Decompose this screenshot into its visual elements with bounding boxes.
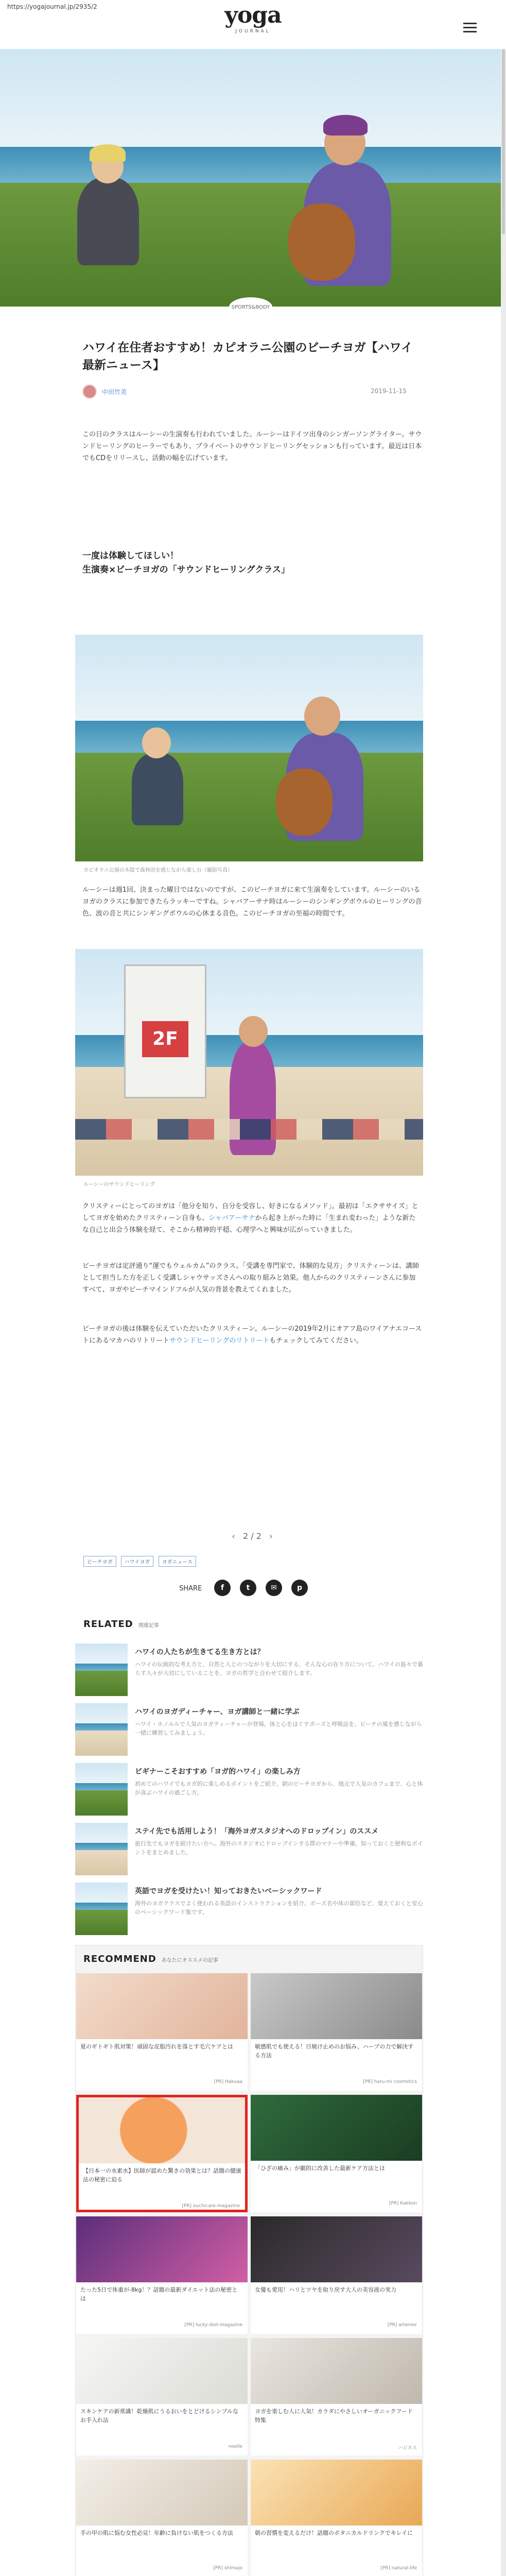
- recommend-title[interactable]: 「ひざの痛み」が劇的に改善した最新ケア方法とは: [255, 2165, 385, 2172]
- related-desc: ハワイ・ホノルルで人気のヨガティーチャーが登場。体と心をほぐすポーズと呼吸法を、ビーチの風を感じながら一緒に練習してみましょう。: [135, 1721, 422, 1736]
- paragraph-4: ビーチヨガは定評通り“運でもウェルカム”のクラス。「受講を専門家で、体験的な見方」クリスティーンは、講師として担当した方を正しく受講しシャウサッズさんへの取り組みと効果。他人からのクリスティーンさんに参加すべて、ヨガやビーチマインドフルが人気の背景を教えてくれました。: [82, 1262, 419, 1294]
- recommend-title[interactable]: 【日本一の水素水】医師が認めた驚きの効果とは？話題の健康法の秘密に迫る: [83, 2167, 241, 2183]
- related-title[interactable]: 英語でヨガを受けたい！知っておきたいベーシックワード: [135, 1887, 322, 1895]
- tag-list: [83, 1556, 198, 1567]
- recommend-image[interactable]: [251, 2095, 422, 2161]
- recommend-image[interactable]: [79, 2097, 245, 2163]
- recommend-card[interactable]: [251, 2338, 422, 2455]
- related-title[interactable]: ステイ先でも活用しよう！「海外ヨガスタジオへのドロップイン」のススメ: [135, 1827, 379, 1836]
- photo-2-caption: ルーシーのサウンドヒーリング: [83, 1182, 155, 1188]
- related-title[interactable]: ビギナーこそおすすめ「ヨガ的ハワイ」の楽しみ方: [135, 1768, 301, 1776]
- recommend-title[interactable]: スキンケアの新常識！乾燥肌にうるおいをとどけるシンプルなお手入れ法: [80, 2408, 238, 2424]
- hamburger-menu-icon[interactable]: [463, 23, 477, 33]
- recommend-title[interactable]: 朝の習慣を変えるだけ！話題のボタニカルドリンクでキレイに: [255, 2530, 413, 2536]
- recommend-source: [PR] Kakkon: [389, 2201, 417, 2206]
- photo-1-caption: カピオラニ公園の木陰で森林浴を感じながら楽しむ（撮影写真）: [83, 868, 233, 873]
- related-desc: 海外のヨガクラスでよく使われる英語のインストラクションを紹介。ポーズ名や体の部位など、覚えておくと安心のベーシックワード集です。: [135, 1900, 423, 1916]
- recommend-image[interactable]: [251, 1973, 422, 2039]
- recommend-source: [PR] Hakuaa: [214, 2079, 242, 2084]
- related-thumbnail[interactable]: [75, 1703, 128, 1756]
- related-thumbnail[interactable]: [75, 1823, 128, 1875]
- recommend-card[interactable]: [251, 2460, 422, 2576]
- recommend-image[interactable]: [251, 2338, 422, 2404]
- recommend-image[interactable]: [251, 2216, 422, 2282]
- paragraph-5: [82, 1323, 422, 1347]
- paragraph-3: [82, 1200, 422, 1236]
- site-logo[interactable]: yoga: [224, 2, 282, 28]
- url-bar: https://yogajournal.jp/2935/2: [7, 3, 97, 10]
- section-heading-line2: 生演奏×ビーチヨガの「サウンドヒーリングクラス」: [82, 565, 290, 575]
- recommend-heading: [83, 1954, 218, 1964]
- prev-page-icon[interactable]: ‹: [232, 1531, 235, 1541]
- related-heading-text: RELATED: [83, 1619, 133, 1630]
- paragraph-2: ルーシーは週1回、決まった曜日ではないのですが、このビーチヨガに来て生演奏をしています。ルーシーのいるヨガのクラスに参加できたらラッキーですね。シャバアーサナ時はルーシーのシンギングボウルのヒーリングの音色、波の音と共にシンギングボウルの心休まる音色。このビーチヨガの至福の時間です。: [82, 886, 422, 918]
- related-thumbnail[interactable]: [75, 1763, 128, 1816]
- share-label: SHARE: [179, 1585, 202, 1592]
- next-page-icon[interactable]: ›: [269, 1531, 273, 1541]
- related-title[interactable]: ハワイのヨガディーチャー、ヨガ講師と一緒に学ぶ: [135, 1708, 300, 1716]
- recommend-image[interactable]: [76, 1973, 248, 2039]
- recommend-title[interactable]: ヨガを楽しむ人に人気！カラダにやさしいオーガニックフード特集: [255, 2408, 413, 2424]
- related-desc: 旅行先でもヨガを続けたい方へ。海外のスタジオにドロップインする際のマナーや準備、知っておくと便利なポイントをまとめました。: [135, 1840, 423, 1856]
- category-badge[interactable]: SPORTS&BODY: [229, 297, 272, 317]
- recommend-card[interactable]: [76, 1973, 248, 2091]
- tag[interactable]: ヨガニュース: [159, 1556, 197, 1567]
- recommend-source: [PR] lucky-diet-magazine: [184, 2323, 242, 2328]
- tag[interactable]: ハワイヨガ: [121, 1556, 154, 1567]
- recommend-source: [PR] ouchicare-magazine: [182, 2204, 240, 2209]
- scrollbar-thumb[interactable]: [502, 49, 505, 234]
- article-title: ハワイ在住者おすすめ！カピオラニ公園のビーチヨガ【ハワイ最新ニュース】: [82, 341, 413, 372]
- recommend-source: [PR] natural-life: [380, 2566, 417, 2571]
- retreat-link[interactable]: サウンドヒーリングのリトリート: [169, 1337, 270, 1345]
- section-heading: [82, 549, 422, 577]
- article-photo-1[interactable]: [75, 635, 423, 861]
- related-thumbnail[interactable]: [75, 1883, 128, 1935]
- pinterest-share-icon[interactable]: p: [291, 1580, 308, 1596]
- related-desc: 初めてのハワイでもヨガ的に楽しめるポイントをご紹介。朝のビーチヨガから、地元で人気のカフェまで、心と体が喜ぶハワイの過ごし方。: [135, 1781, 423, 1796]
- pagination: [216, 1531, 288, 1541]
- related-heading: [83, 1619, 159, 1630]
- recommend-heading-text: RECOMMEND: [83, 1954, 156, 1964]
- recommend-card[interactable]: [76, 2460, 248, 2576]
- paragraph-5-text-a: ビーチヨガの後は体験を伝えていただいたクリスティーン。ルーシーの2019年2月にオアフ島のワイアナエコーストにあるマカハのリトリート: [82, 1325, 422, 1345]
- recommend-title[interactable]: 女優も愛用！ハリとツヤを取り戻す大人の美容液の実力: [255, 2286, 396, 2293]
- recommend-image[interactable]: [76, 2216, 248, 2282]
- paragraph-3-text-a: クリスティーにとってのヨガは「他分を知り、自分を受容し、好きになるメソッド」。最初は「エクササイズ」としてヨガを始めたクリスティーン自身も、: [82, 1202, 418, 1222]
- related-thumbnail[interactable]: [75, 1643, 128, 1696]
- twitter-share-icon[interactable]: t: [240, 1580, 256, 1596]
- recommend-source: [PR] shimajo: [213, 2566, 242, 2571]
- section-heading-line1: 一度は体験してほしい！: [82, 551, 179, 561]
- tag[interactable]: ビーチヨガ: [83, 1556, 116, 1567]
- publish-date: 2019-11-15: [371, 387, 407, 395]
- intro-paragraph: この日のクラスはルーシーの生演奏も行われていました。ルーシーはドイツ出身のシンガーソングライター。サウンドヒーリングのヒーラーでもあり、プライベートのサウンドヒーリングセッションも行っています。最近は日本でもCDをリリースし、活動の幅を広げています。: [82, 431, 422, 462]
- recommend-title[interactable]: 夏のギトギト肌対策！頑固な皮脂汚れを落とす毛穴ケアとは: [80, 2043, 233, 2050]
- recommend-card[interactable]: [76, 2338, 248, 2455]
- related-desc: ハワイの伝統的な考え方と、自然と人とのつながりを大切にする、そんな心の在り方について。ハワイの島々で暮らす人々が大切にしていることを、ヨガの哲学と合わせて紹介します。: [135, 1661, 423, 1676]
- author-avatar[interactable]: [82, 384, 97, 399]
- recommend-title[interactable]: たった5日で体重が-8kg！？話題の最新ダイエット法の秘密とは: [80, 2286, 238, 2302]
- author-name[interactable]: 中田竹美: [102, 388, 127, 396]
- recommend-heading-sub: あなたにオススメの記事: [161, 1958, 218, 1963]
- recommend-source: [PR] artenier: [387, 2323, 417, 2328]
- recommend-title[interactable]: 手の甲の肌に悩む女性必見！年齢に負けない肌をつくる方法: [80, 2530, 233, 2536]
- recommend-card[interactable]: [251, 2216, 422, 2334]
- recommend-image[interactable]: [251, 2460, 422, 2526]
- article-photo-2[interactable]: 2F: [75, 949, 423, 1176]
- recommend-card[interactable]: [251, 1973, 422, 2091]
- recommend-source: ハピネス: [398, 2446, 417, 2451]
- recommend-source: noelle: [228, 2444, 242, 2449]
- site-logo-sub: JOURNAL: [235, 29, 271, 34]
- paragraph-5-text-b: もチェックしてみてください。: [269, 1337, 363, 1345]
- recommend-source: [PR] haru-mi cosmetics: [363, 2079, 417, 2084]
- recommend-card-highlighted[interactable]: [76, 2095, 248, 2212]
- shavasana-link[interactable]: シャバアーサナ: [208, 1214, 255, 1222]
- facebook-share-icon[interactable]: f: [214, 1580, 231, 1596]
- paragraph-3-text-b: から起き上がった時に「生まれ変わった」ような新たな自己と出会う体験を経て、そこから精神的平穏、心理学へと興味が広がっていきました。: [82, 1214, 416, 1234]
- hero-image: [0, 49, 501, 307]
- email-share-icon[interactable]: ✉: [266, 1580, 282, 1596]
- recommend-card[interactable]: [251, 2095, 422, 2212]
- recommend-card[interactable]: [76, 2216, 248, 2334]
- recommend-title[interactable]: 敏感肌でも使える！日焼け止めのお悩み、ハーブの力で解決する方法: [255, 2043, 414, 2059]
- related-heading-sub: 関連記事: [138, 1623, 159, 1629]
- page-scrollbar[interactable]: [501, 49, 506, 2576]
- page-indicator: 2 / 2: [243, 1531, 261, 1541]
- recommend-image[interactable]: [76, 2460, 248, 2526]
- recommend-image[interactable]: [76, 2338, 248, 2404]
- related-title[interactable]: ハワイの人たちが生きてる生き方とは？: [135, 1648, 265, 1656]
